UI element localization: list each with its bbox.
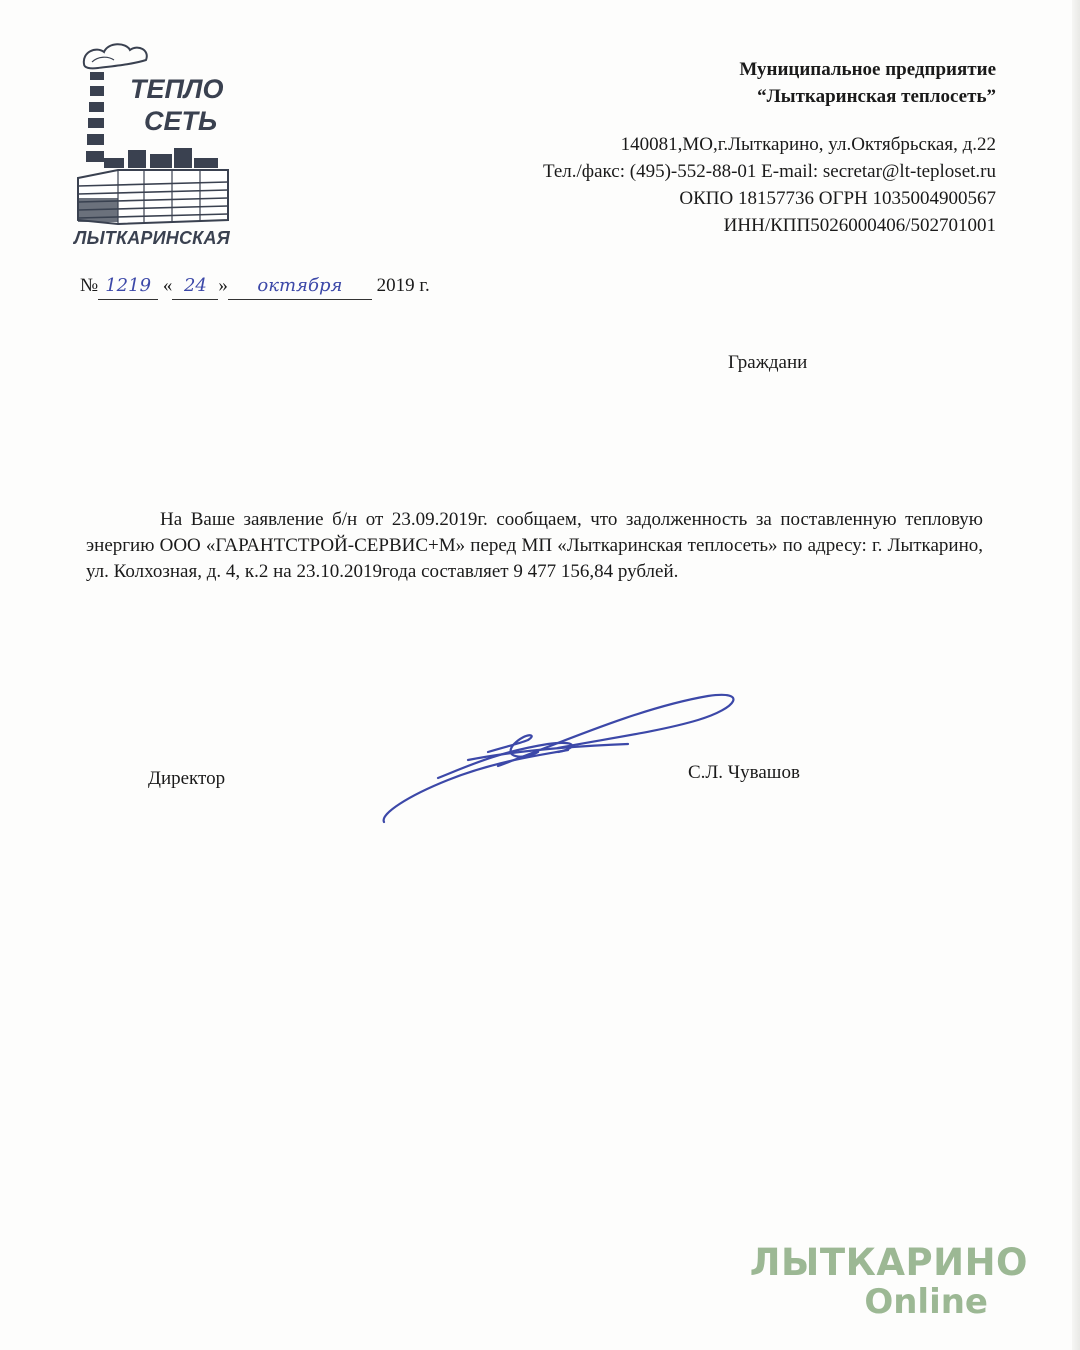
- watermark-line2: Online: [864, 1282, 988, 1322]
- addressee: Граждани: [728, 352, 808, 373]
- page-edge: [1072, 0, 1080, 1350]
- letter-body: На Ваше заявление б/н от 23.09.2019г. сообщаем, что задолженность за поставленную тепловую энергию ООО «ГАРАНТСТРОЙ-СЕРВИС+М» перед МП «Лыткаринская теплосеть» по адресу: г. Лыткарино, ул. Колхозная, д. 4, к.2 на 23.10.2019года составляет 9 477 156,84 рублей.: [86, 509, 983, 582]
- registration-line: [80, 273, 430, 300]
- watermark-logo: [749, 1241, 1028, 1322]
- signer-position: Директор: [148, 768, 226, 789]
- quote-open: «: [162, 275, 173, 296]
- logo-text-set: СЕТЬ: [144, 106, 218, 136]
- address-line: 140081,МО,г.Лыткарино, ул.Октябрьская, д.22: [620, 134, 996, 155]
- watermark-line1: ЛЫТКАРИНО: [749, 1241, 1028, 1284]
- organization-title: “Лыткаринская теплосеть”: [757, 86, 996, 107]
- logo-text-teplo: ТЕПЛО: [130, 74, 224, 104]
- company-logo: [74, 38, 234, 252]
- handwritten-signature: [378, 688, 748, 828]
- quote-close: »: [218, 275, 228, 296]
- organization-type: Муниципальное предприятие: [739, 59, 996, 80]
- registration-year: 2019 г.: [376, 275, 430, 296]
- logo-graphic: [74, 38, 234, 252]
- okpo-ogrn-line: ОКПО 18157736 ОГРН 1035004900567: [679, 188, 996, 209]
- registration-number: 1219: [98, 273, 158, 300]
- phone-email-line: Тел./факс: (495)-552-88-01 E-mail: secretar@lt-teploset.ru: [542, 161, 996, 182]
- inn-kpp-line: ИНН/КПП5026000406/502701001: [723, 215, 996, 236]
- logo-text-city: ЛЫТКАРИНСКАЯ: [74, 228, 230, 248]
- registration-day: 24: [172, 273, 218, 300]
- organization-name: [739, 56, 996, 110]
- number-sign: №: [80, 275, 99, 296]
- registration-month: октября: [228, 273, 372, 300]
- signer-name: С.Л. Чувашов: [688, 762, 800, 783]
- organization-requisites: [543, 131, 996, 239]
